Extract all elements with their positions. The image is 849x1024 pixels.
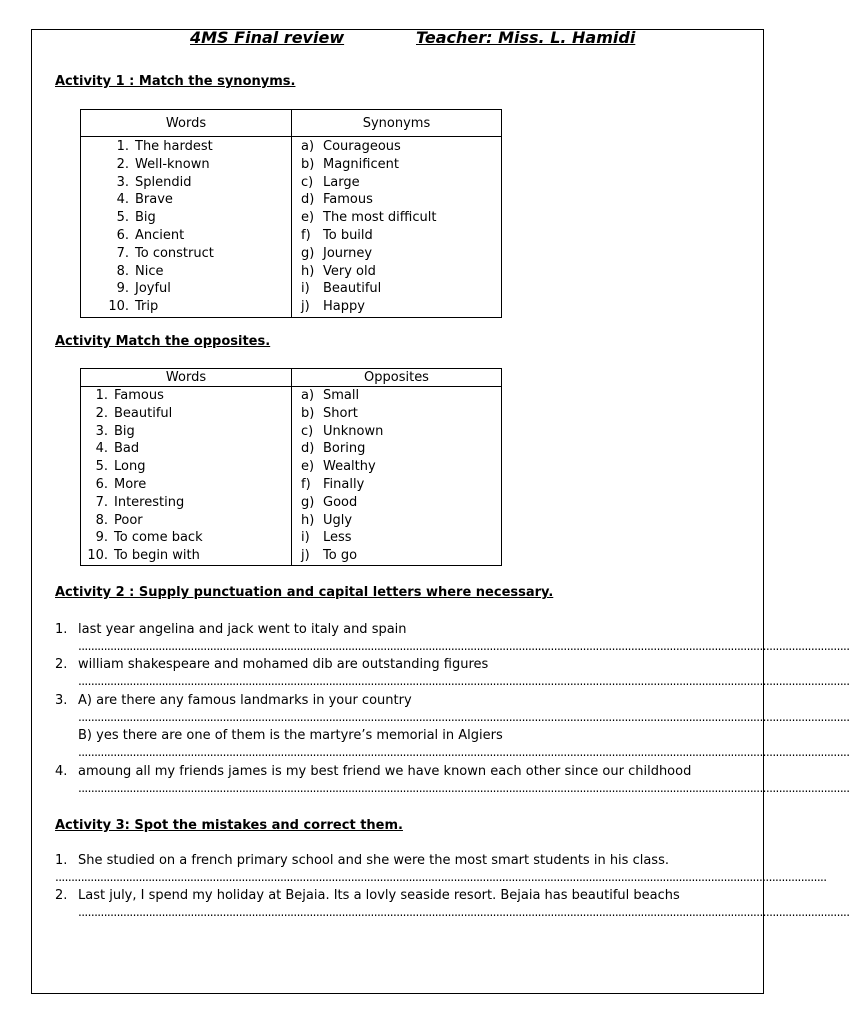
answer-line[interactable]: ................................................................................................................................................................................................................................................ (55, 870, 827, 884)
synonyms-options-cell (292, 137, 502, 318)
list-item: 3. Big (95, 423, 135, 439)
list-item: f) To build (301, 227, 373, 243)
list-item: 7. To construct (116, 245, 214, 261)
list-item: 4. Bad (95, 441, 140, 457)
activity2-sentence: amoung all my friends james is my best friend we have known each other since our childhood (78, 764, 692, 779)
list-item: 9. To come back (95, 530, 203, 546)
activity2-item-number: 4. (55, 764, 68, 779)
list-item: 10. Trip (108, 299, 159, 315)
list-item: 2. Beautiful (95, 405, 173, 421)
activity2-sentence: A) are there any famous landmarks in your country (78, 693, 412, 708)
activity3-heading: Activity 3: Spot the mistakes and correct them. (55, 818, 403, 833)
list-item: g) Journey (301, 245, 373, 261)
worksheet-title: 4MS Final review (190, 28, 345, 47)
teacher-name: Teacher: Miss. L. Hamidi (416, 28, 636, 47)
activity2-item-number: 1. (55, 622, 68, 637)
synonyms-words-cell (81, 137, 292, 318)
activity3-sentence: She studied on a french primary school and she were the most smart students in his class. (78, 853, 669, 868)
list-item: 8. Nice (116, 263, 164, 279)
list-item: 3. Splendid (116, 174, 192, 190)
activity1-heading: Activity 1 : Match the synonyms. (55, 74, 296, 89)
list-item: 7. Interesting (95, 494, 185, 510)
answer-line[interactable]: ................................................................................................................................................................................................................................................ (78, 781, 849, 795)
synonyms-col-synonyms: Synonyms (292, 110, 502, 137)
list-item: 9. Joyful (116, 281, 171, 297)
answer-line[interactable]: ................................................................................................................................................................................................................................................ (78, 710, 849, 724)
list-item: 8. Poor (95, 512, 143, 528)
list-item: 1. Famous (95, 388, 164, 403)
list-item: 6. Ancient (116, 227, 185, 243)
list-item: 10. To begin with (87, 548, 200, 564)
list-item: d) Famous (301, 192, 373, 208)
activity2-item-number: 3. (55, 693, 68, 708)
activity2-sentence: B) yes there are one of them is the martyre’s memorial in Algiers (78, 728, 503, 743)
activity3-sentence: Last july, I spend my holiday at Bejaia. Its a lovly seaside resort. Bejaia has beautiful beachs (78, 888, 680, 903)
list-item: e) Wealthy (301, 459, 376, 475)
list-item: c) Unknown (301, 423, 384, 439)
opposites-heading: Activity Match the opposites. (55, 334, 271, 349)
list-item: b) Magnificent (301, 156, 399, 172)
list-item: h) Very old (301, 263, 376, 279)
opposites-col-opposites: Opposites (292, 369, 502, 387)
opposites-options-cell (292, 387, 502, 566)
list-item: f) Finally (301, 476, 365, 492)
answer-line[interactable]: ................................................................................................................................................................................................................................................ (78, 745, 849, 759)
synonyms-table (80, 109, 502, 318)
list-item: 2. Well-known (116, 156, 210, 172)
answer-line[interactable]: ................................................................................................................................................................................................................................................ (78, 639, 849, 653)
list-item: 4. Brave (116, 192, 173, 208)
activity2-item-number: 2. (55, 657, 68, 672)
list-item: e) The most difficult (301, 210, 437, 226)
list-item: h) Ugly (301, 512, 353, 528)
activity2-sentence: william shakespeare and mohamed dib are outstanding figures (78, 657, 489, 672)
list-item: b) Short (301, 405, 358, 421)
activity3-item-number: 1. (55, 853, 68, 868)
synonyms-col-words: Words (81, 110, 292, 137)
list-item: 1. The hardest (116, 139, 213, 154)
list-item: 5. Long (95, 459, 146, 475)
list-item: 5. Big (116, 210, 156, 226)
list-item: 6. More (95, 476, 147, 492)
list-item: g) Good (301, 494, 358, 510)
list-item: d) Boring (301, 441, 366, 457)
opposites-table (80, 368, 502, 566)
answer-line[interactable]: ................................................................................................................................................................................................................................................ (78, 905, 849, 919)
activity2-heading: Activity 2 : Supply punctuation and capital letters where necessary. (55, 585, 554, 600)
list-item: i) Beautiful (301, 281, 382, 297)
list-item: j) To go (301, 548, 358, 564)
answer-line[interactable]: ................................................................................................................................................................................................................................................ (78, 674, 849, 688)
opposites-words-cell (81, 387, 292, 566)
list-item: c) Large (301, 174, 360, 190)
list-item: i) Less (301, 530, 352, 546)
list-item: j) Happy (301, 299, 365, 315)
activity3-item-number: 2. (55, 888, 68, 903)
list-item: a) Small (301, 388, 360, 403)
opposites-col-words: Words (81, 369, 292, 387)
activity2-sentence: last year angelina and jack went to italy and spain (78, 622, 407, 637)
list-item: a) Courageous (301, 139, 401, 154)
